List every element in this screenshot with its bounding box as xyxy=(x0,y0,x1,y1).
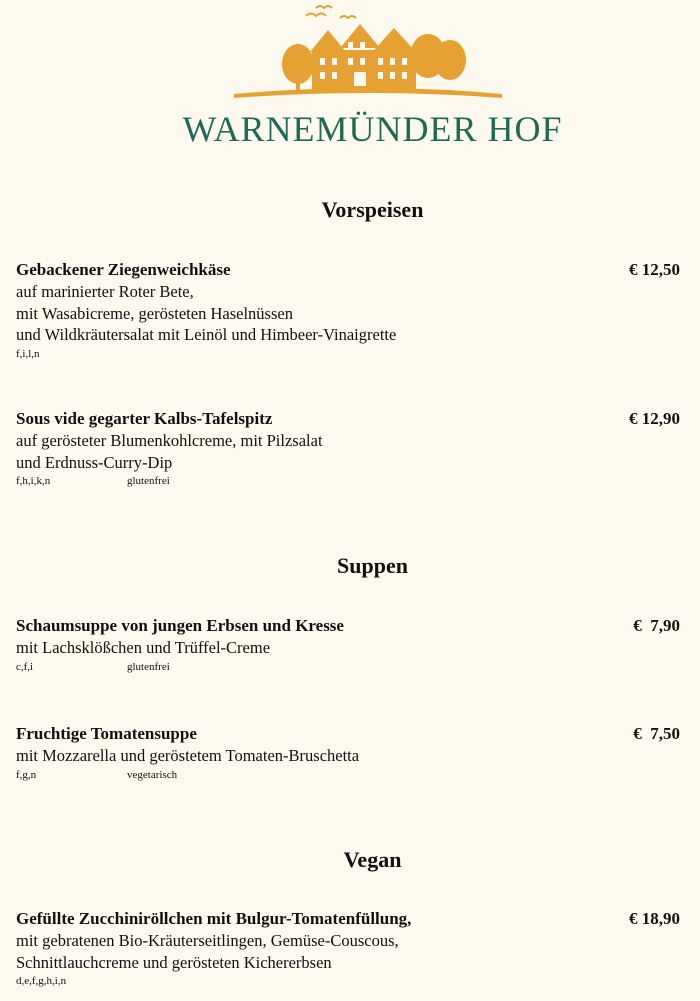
dish-desc-line: auf gerösteter Blumenkohlcreme, mit Pilzsalat xyxy=(16,431,323,450)
dish-desc-line: mit Wasabicreme, gerösteten Haselnüssen xyxy=(16,303,293,323)
section-title-vorspeisen: Vorspeisen xyxy=(321,197,424,222)
dish-desc-line: mit gebratenen Bio-Kräuterseitlingen, Gemüse-Couscous, xyxy=(16,931,399,950)
dish-desc-line: und Erdnuss-Curry-Dip xyxy=(16,452,173,472)
dish-tags xyxy=(16,474,686,488)
diet-note: glutenfrei xyxy=(127,660,170,673)
dish-item xyxy=(16,615,686,674)
dish-tags xyxy=(16,660,686,674)
allergen-codes: f,g,n xyxy=(16,768,37,781)
allergen-codes: f,h,i,k,n xyxy=(16,475,51,487)
hotel-building-icon xyxy=(228,2,508,102)
diet-note: vegetarisch xyxy=(127,768,178,781)
dish-name: Gebackener Ziegenweichkäse xyxy=(16,260,231,279)
logo xyxy=(0,0,700,160)
dish-price: € 12,90 xyxy=(629,409,680,428)
allergen-codes: f,i,l,n xyxy=(16,347,40,360)
dish-desc-line: Schnittlauchcreme und gerösteten Kichererbsen xyxy=(16,952,332,972)
section-title-suppen: Suppen xyxy=(337,553,408,578)
dish-price: € 7,90 xyxy=(633,616,680,635)
dish-tags xyxy=(16,347,686,361)
allergen-codes: c,f,i xyxy=(16,660,34,673)
dish-item xyxy=(16,408,686,488)
diet-note: glutenfrei xyxy=(127,475,170,487)
dish-item xyxy=(16,723,686,782)
dish-desc-line: mit Lachsklößchen und Trüffel-Creme xyxy=(16,638,271,657)
allergen-codes: d,e,f,g,h,i,n xyxy=(16,975,67,987)
dish-item xyxy=(16,908,686,988)
dish-name: Fruchtige Tomatensuppe xyxy=(16,724,197,743)
dish-tags xyxy=(16,974,686,988)
dish-name: Gefüllte Zucchiniröllchen mit Bulgur-Tomatenfüllung, xyxy=(16,909,412,928)
dish-desc-line: mit Mozzarella und geröstetem Tomaten-Bruschetta xyxy=(16,746,360,765)
dish-desc-line: auf marinierter Roter Bete, xyxy=(16,282,194,301)
dish-name: Sous vide gegarter Kalbs-Tafelspitz xyxy=(16,409,273,428)
dish-price: € 12,50 xyxy=(629,260,680,279)
section-title-vegan: Vegan xyxy=(343,847,402,872)
dish-price: € 18,90 xyxy=(629,909,680,928)
dish-tags xyxy=(16,768,686,782)
brand-name: WARNEMÜNDER HOF xyxy=(182,109,563,149)
dish-price: € 7,50 xyxy=(633,724,680,743)
dish-name: Schaumsuppe von jungen Erbsen und Kresse xyxy=(16,616,344,635)
dish-item xyxy=(16,259,686,361)
dish-desc-line: und Wildkräutersalat mit Leinöl und Himbeer-Vinaigrette xyxy=(16,325,397,344)
